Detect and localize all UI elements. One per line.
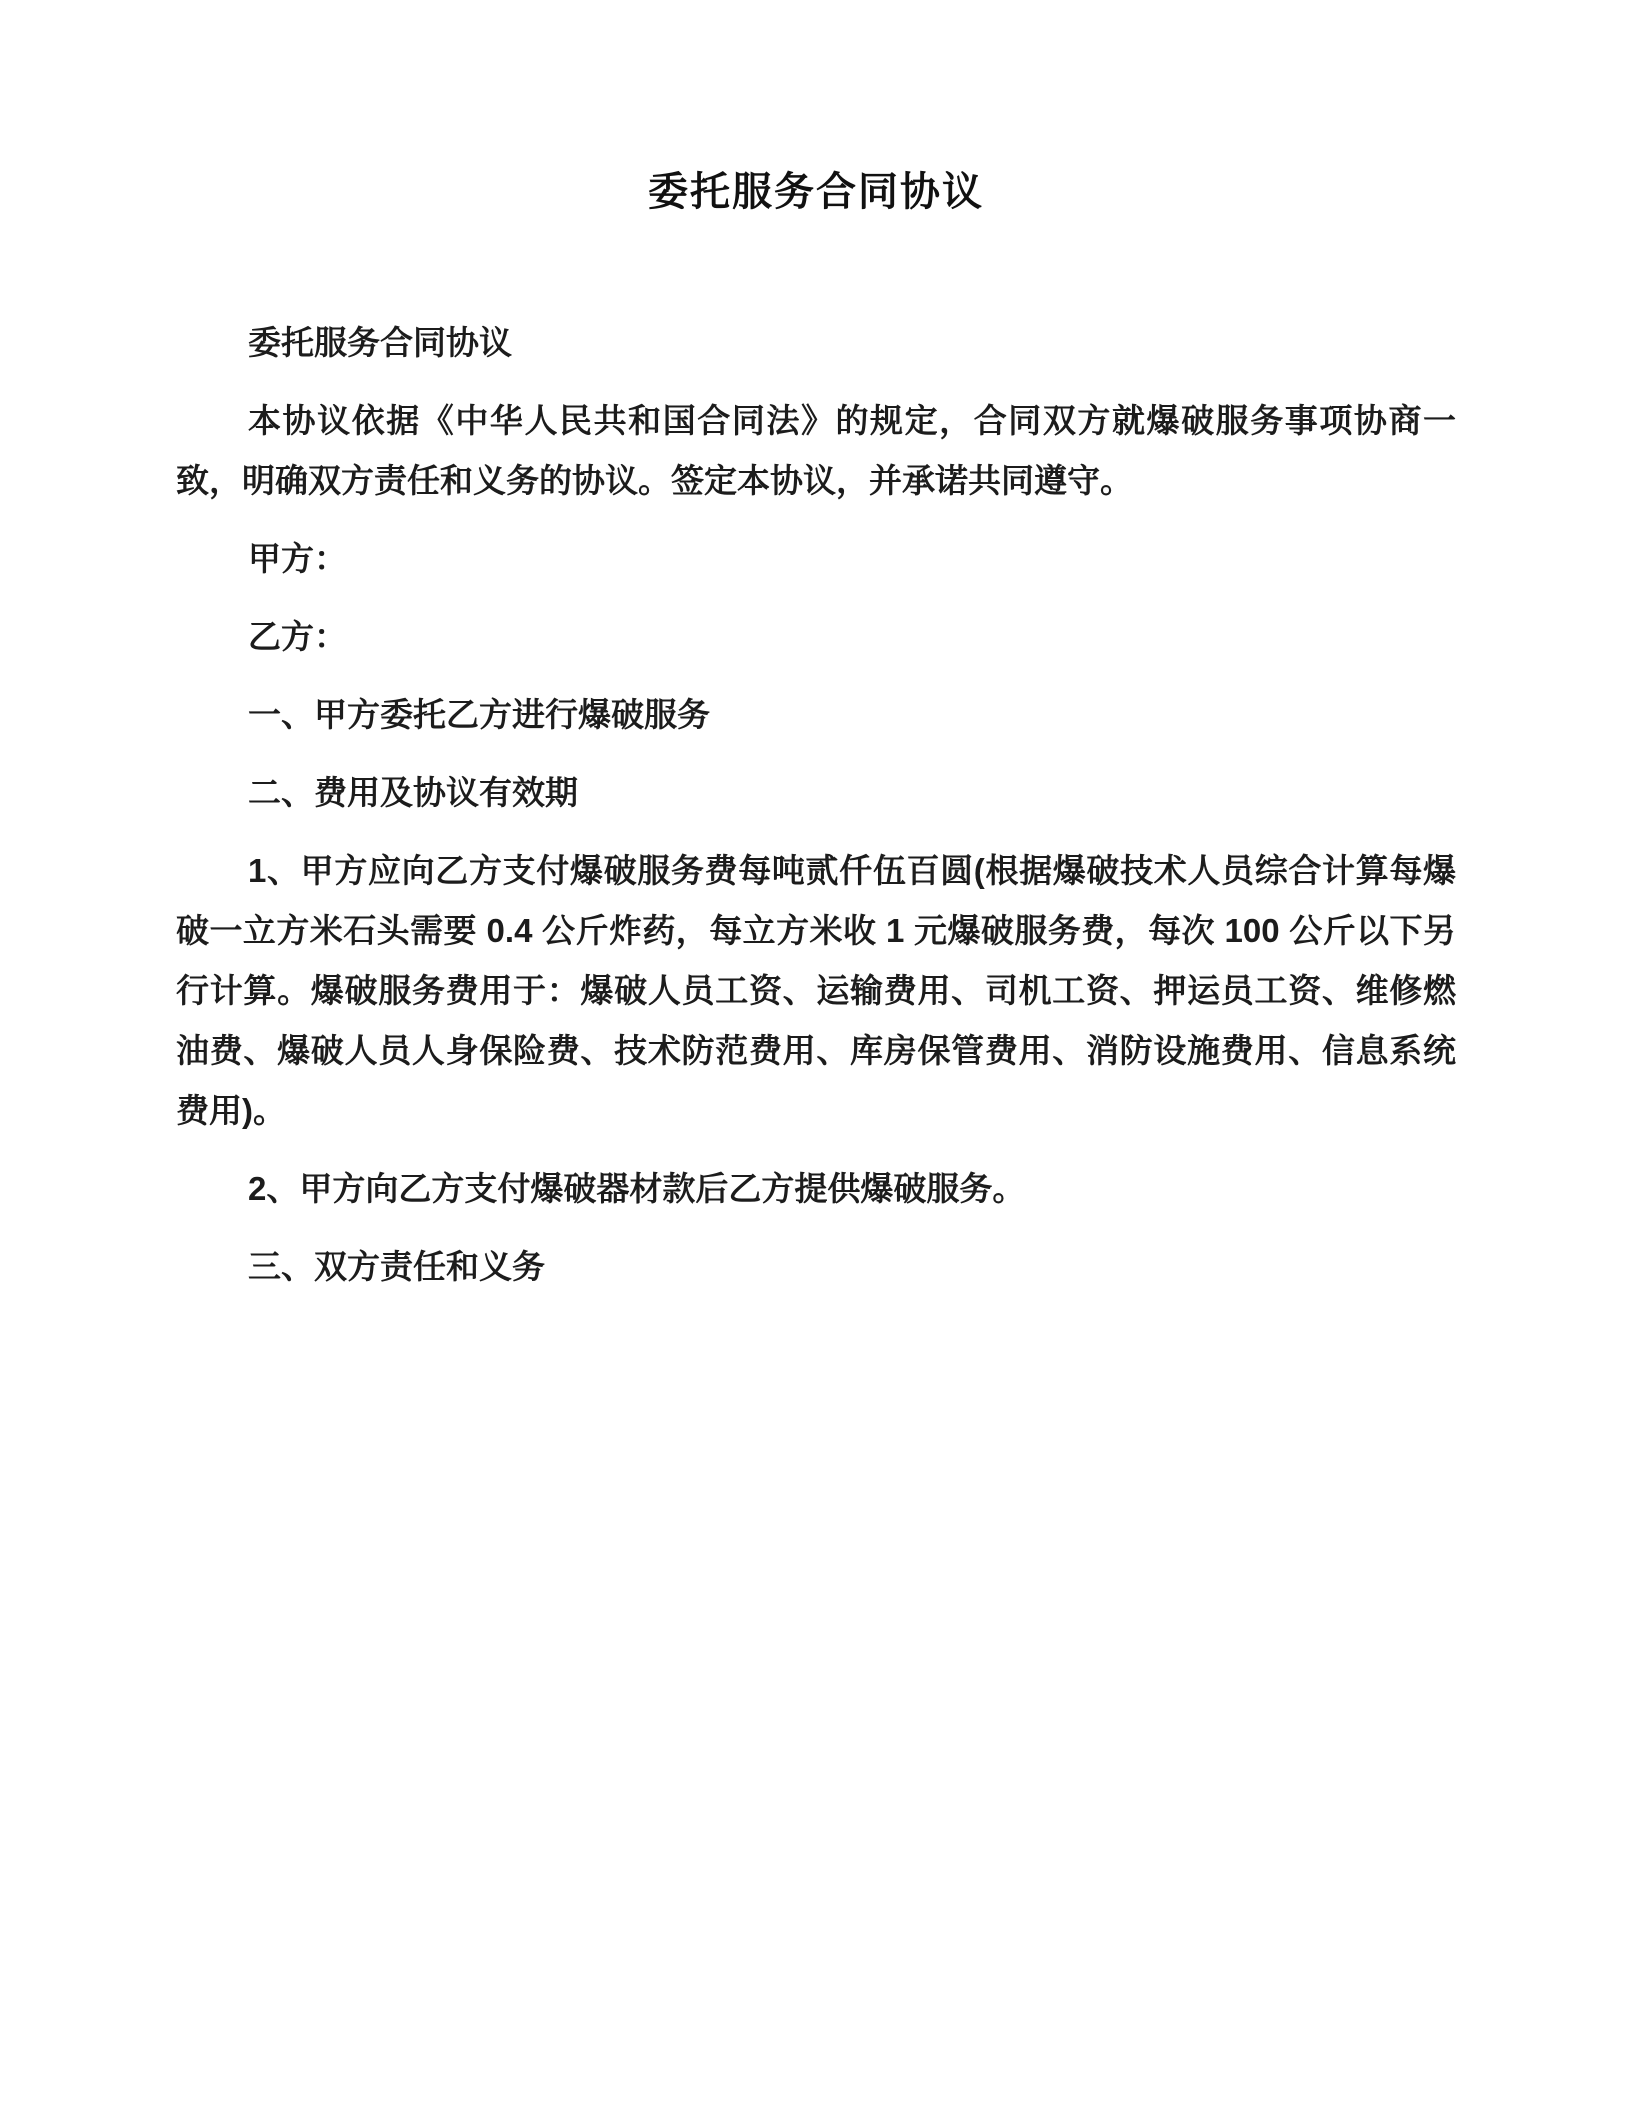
paragraph-section-3: 三、双方责任和义务 <box>248 1248 545 1285</box>
paragraph-clause-2-1: 1、甲方应向乙方支付爆破服务费每吨贰仟伍百圆(根据爆破技术人员综合计算每爆破一立方米石头需要 0.4 公斤炸药，每立方米收 1 元爆破服务费，每次 100 公斤以下另行计算。爆破服务费用于：爆破人员工资、运输费用、司机工资、押运员工资、维修燃油费、爆破人员人身保险费、技术防范费用、库房保管费用、消防设施费用、信息系统费用)。 <box>176 852 1456 1129</box>
paragraph-section-1: 一、甲方委托乙方进行爆破服务 <box>248 696 710 733</box>
paragraph-preamble: 本协议依据《中华人民共和国合同法》的规定，合同双方就爆破服务事项协商一致，明确双方责任和义务的协议。签定本协议，并承诺共同遵守。 <box>176 402 1456 499</box>
paragraph-section-2: 二、费用及协议有效期 <box>248 774 578 811</box>
paragraph-subtitle: 委托服务合同协议 <box>248 324 512 361</box>
paragraph-party-b: 乙方： <box>248 618 347 655</box>
paragraph-party-a: 甲方： <box>248 540 347 577</box>
document-body <box>176 313 1456 1297</box>
paragraph-clause-2-2: 2、甲方向乙方支付爆破器材款后乙方提供爆破服务。 <box>248 1170 1026 1207</box>
document-title: 委托服务合同协议 <box>648 170 984 214</box>
